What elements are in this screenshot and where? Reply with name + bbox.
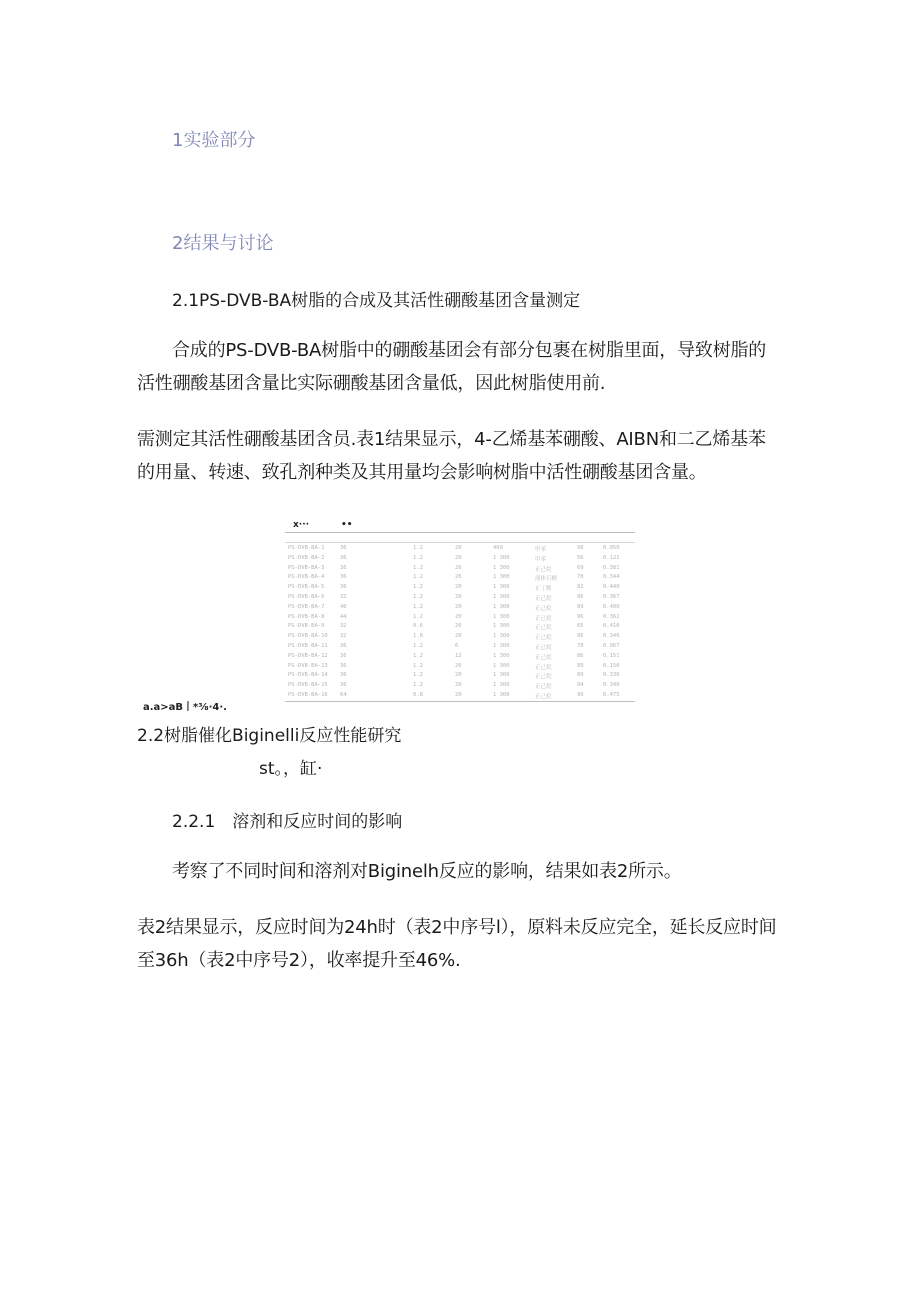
table-cell: 20 [455, 584, 462, 591]
table-cell: 78 [577, 574, 584, 581]
table-cell: 0.8 [413, 692, 423, 698]
table-cell: PS-DVB-BA-5 [288, 584, 325, 591]
table-cell: 0.400 [603, 603, 620, 610]
table-cell: 69 [577, 564, 584, 571]
table-cell: 89 [577, 603, 584, 610]
paragraph-4-line-2: 至36h（表2中序号2），收率提升至46%. [137, 950, 461, 971]
table-cell: PS-DVB-BA-9 [288, 623, 325, 630]
table-caption: a.a>aB丨*⅜·4·. [143, 702, 227, 713]
table-cell: 0.151 [603, 652, 620, 659]
table-cell: PS-DVB-BA-14 [288, 672, 328, 679]
table-cell: 86 [577, 652, 584, 659]
table-cell: 0.410 [603, 623, 620, 630]
table-cell: 36 [340, 672, 347, 679]
table-cell: 正己烷 [535, 615, 552, 622]
table-row [285, 564, 635, 574]
subsection-2-2-heading: 2.2树脂催化Biginelli反应性能研究 [137, 726, 402, 746]
table-cell: 20 [455, 633, 462, 640]
table-cell: 1 300 [493, 672, 510, 679]
table-cell: 1 300 [493, 662, 510, 669]
table-cell: 20 [455, 564, 462, 571]
table-row [285, 632, 635, 642]
table-cell: 1 300 [493, 643, 510, 649]
table-cell: 36 [340, 574, 347, 581]
table-cell: 20 [455, 594, 462, 600]
table-cell: 40 [340, 603, 347, 610]
table-cell: 1.2 [413, 682, 423, 689]
table-cell: 0.150 [603, 662, 620, 669]
table-row [285, 554, 635, 564]
table-cell: 36 [340, 545, 347, 551]
table-cell: 1 300 [493, 682, 510, 689]
table-cell: 44 [340, 613, 347, 620]
table-cell: 86 [577, 594, 584, 600]
table-cell: 正己烷 [535, 645, 552, 651]
table-row [285, 603, 635, 613]
table-cell: 32 [340, 633, 347, 640]
table-cell: 0.067 [603, 643, 620, 649]
table-cell: PS-DVB-BA-3 [288, 564, 325, 571]
table-title-right: •• [341, 520, 353, 530]
table-cell: 82 [577, 584, 584, 591]
table-cell: 1.2 [413, 545, 423, 551]
table-cell: PS-DVB-BA-10 [288, 633, 328, 640]
table-cell: 12 [455, 652, 462, 659]
table-cell: 0.475 [603, 692, 620, 698]
table-cell: 1 300 [493, 594, 510, 600]
paragraph-2-line-2: 的用量、转速、致孔剂种类及其用量均会影响树脂中活性硼酸基团含量。 [137, 462, 707, 483]
table-cell: 1.2 [413, 643, 423, 649]
table-cell: 36 [340, 662, 347, 669]
table-cell: 1 300 [493, 652, 510, 659]
table-cell: 1 300 [493, 633, 510, 640]
table-row [285, 613, 635, 623]
table-cell: 64 [340, 692, 347, 698]
table-row [285, 593, 635, 603]
table-cell: 1.2 [413, 662, 423, 669]
table-title-left: x··· [293, 520, 310, 530]
subsection-2-1-heading: 2.1PS-DVB-BA树脂的合成及其活性硼酸基团含量测定 [172, 291, 581, 311]
table-cell: 0.340 [603, 682, 620, 689]
table-1-image [285, 520, 635, 702]
table-cell: 正己烷 [535, 674, 552, 681]
table-cell: 90 [577, 692, 584, 698]
table-row [285, 662, 635, 672]
table-row [285, 544, 635, 554]
table-cell: 32 [340, 594, 347, 600]
table-row [285, 622, 635, 632]
table-cell: 甲苯 [535, 547, 547, 553]
table-cell: 56 [577, 554, 584, 561]
paragraph-1-line-2: 活性硼酸基团含量比实际硼酸基团含量低，因此树脂使用前. [137, 373, 606, 394]
table-header-rule [285, 542, 635, 543]
table-cell: 正己烷 [535, 596, 552, 602]
table-cell: 6 [455, 643, 459, 649]
table-cell: PS-DVB-BA-6 [288, 594, 325, 600]
table-cell: PS-DVB-BA-15 [288, 682, 328, 689]
table-cell: 20 [455, 682, 462, 689]
table-cell: PS-DVB-BA-2 [288, 554, 325, 561]
table-cell: PS-DVB-BA-13 [288, 662, 328, 669]
paragraph-3: 考察了不同时间和溶剂对Biginelh反应的影响，结果如表2所示。 [172, 861, 682, 882]
table-row [285, 671, 635, 681]
table-cell: 1 300 [493, 564, 510, 571]
table-cell: 1.2 [413, 613, 423, 620]
table-cell: 0.6 [413, 623, 423, 630]
table-row [285, 652, 635, 662]
table-cell: 20 [455, 603, 462, 610]
table-cell: 正己烷 [535, 664, 552, 671]
table-cell: 液体石蜡 [535, 576, 558, 583]
table-cell: 20 [455, 545, 462, 551]
table-cell: 甲苯 [535, 556, 547, 563]
table-cell: 36 [340, 584, 347, 591]
table-row [285, 691, 635, 701]
table-cell: 20 [455, 613, 462, 620]
table-cell: 正己烷 [535, 605, 552, 612]
table-cell: 1 300 [493, 554, 510, 561]
table-cell: 36 [340, 554, 347, 561]
table-cell: 1.2 [413, 603, 423, 610]
table-cell: 36 [340, 643, 347, 649]
table-row [285, 681, 635, 691]
table-cell: 1.2 [413, 554, 423, 561]
section-2-heading: 2结果与讨论 [172, 233, 274, 254]
table-top-rule [285, 532, 635, 533]
table-cell: 正己烷 [535, 635, 552, 642]
table-cell: 20 [455, 662, 462, 669]
table-cell: 89 [577, 672, 584, 679]
paragraph-4-line-1: 表2结果显示，反应时间为24h时（表2中序号l），原料未反应完全，延长反应时间 [137, 917, 777, 938]
table-cell: 20 [455, 672, 462, 679]
table-cell: 36 [340, 564, 347, 571]
table-cell: 0.381 [603, 564, 620, 571]
table-row [285, 583, 635, 593]
table-cell: 1 300 [493, 623, 510, 630]
table-cell: 36 [340, 682, 347, 689]
table-cell: 1 300 [493, 603, 510, 610]
subsection-2-2-1-heading: 2.2.1 溶剂和反应时间的影响 [172, 812, 403, 832]
table-cell: 1 300 [493, 692, 510, 698]
table-cell: 0.440 [603, 584, 620, 591]
table-cell: 正己烷 [535, 566, 552, 573]
table-cell: 1 300 [493, 574, 510, 581]
table-cell: 1 300 [493, 613, 510, 620]
table-cell: PS-DVB-BA-11 [288, 643, 328, 649]
table-cell: 1.2 [413, 574, 423, 581]
table-cell: 94 [577, 682, 584, 689]
table-cell: PS-DVB-BA-7 [288, 603, 325, 610]
table-cell: PS-DVB-BA-1 [288, 545, 325, 551]
subsection-2-2-note: st。，缸· [259, 759, 323, 779]
table-cell: 400 [493, 545, 503, 551]
table-cell: 0.050 [603, 545, 620, 551]
table-cell: 1.2 [413, 564, 423, 571]
table-cell: 1.2 [413, 652, 423, 659]
table-row [285, 642, 635, 652]
table-cell: 1 300 [493, 584, 510, 591]
paragraph-1-line-1: 合成的PS-DVB-BA树脂中的硼酸基团会有部分包裹在树脂里面，导致树脂的 [172, 340, 767, 361]
table-cell: 正己烷 [535, 694, 552, 700]
table-cell: 正己烷 [535, 684, 552, 691]
paragraph-2-line-1: 需测定其活性硼酸基团含员.表1结果显示，4-乙烯基苯硼酸、AIBN和二乙烯基苯 [137, 429, 766, 450]
table-cell: 0.367 [603, 594, 620, 600]
table-cell: PS-DVB-BA-8 [288, 613, 325, 620]
table-cell: 20 [455, 574, 462, 581]
table-cell: 1.2 [413, 584, 423, 591]
table-cell: 78 [577, 643, 584, 649]
table-cell: 1.2 [413, 594, 423, 600]
table-cell: PS-DVB-BA-12 [288, 652, 328, 659]
table-cell: 正丁醇 [535, 586, 552, 593]
table-cell: 1.8 [413, 633, 423, 640]
section-1-heading: 1实验部分 [172, 130, 256, 151]
table-cell: 36 [340, 652, 347, 659]
table-cell: 0.121 [603, 554, 620, 561]
table-cell: 0.346 [603, 633, 620, 640]
table-cell: 98 [577, 545, 584, 551]
table-cell: 20 [455, 554, 462, 561]
table-cell: PS-DVB-BA-16 [288, 692, 328, 698]
table-cell: 96 [577, 613, 584, 620]
table-cell: 20 [455, 623, 462, 630]
table-cell: 0.336 [603, 672, 620, 679]
table-bottom-rule [285, 701, 635, 702]
table-cell: 65 [577, 623, 584, 630]
table-cell: 0.344 [603, 574, 620, 581]
table-cell: 20 [455, 692, 462, 698]
table-cell: 正己烷 [535, 625, 552, 632]
table-cell: 1.2 [413, 672, 423, 679]
table-cell: 正己烷 [535, 654, 552, 661]
table-cell: 0.362 [603, 613, 620, 620]
table-cell: 32 [340, 623, 347, 630]
table-cell: 89 [577, 662, 584, 669]
table-cell: 86 [577, 633, 584, 640]
table-cell: PS-DVB-BA-4 [288, 574, 325, 581]
table-row [285, 573, 635, 583]
